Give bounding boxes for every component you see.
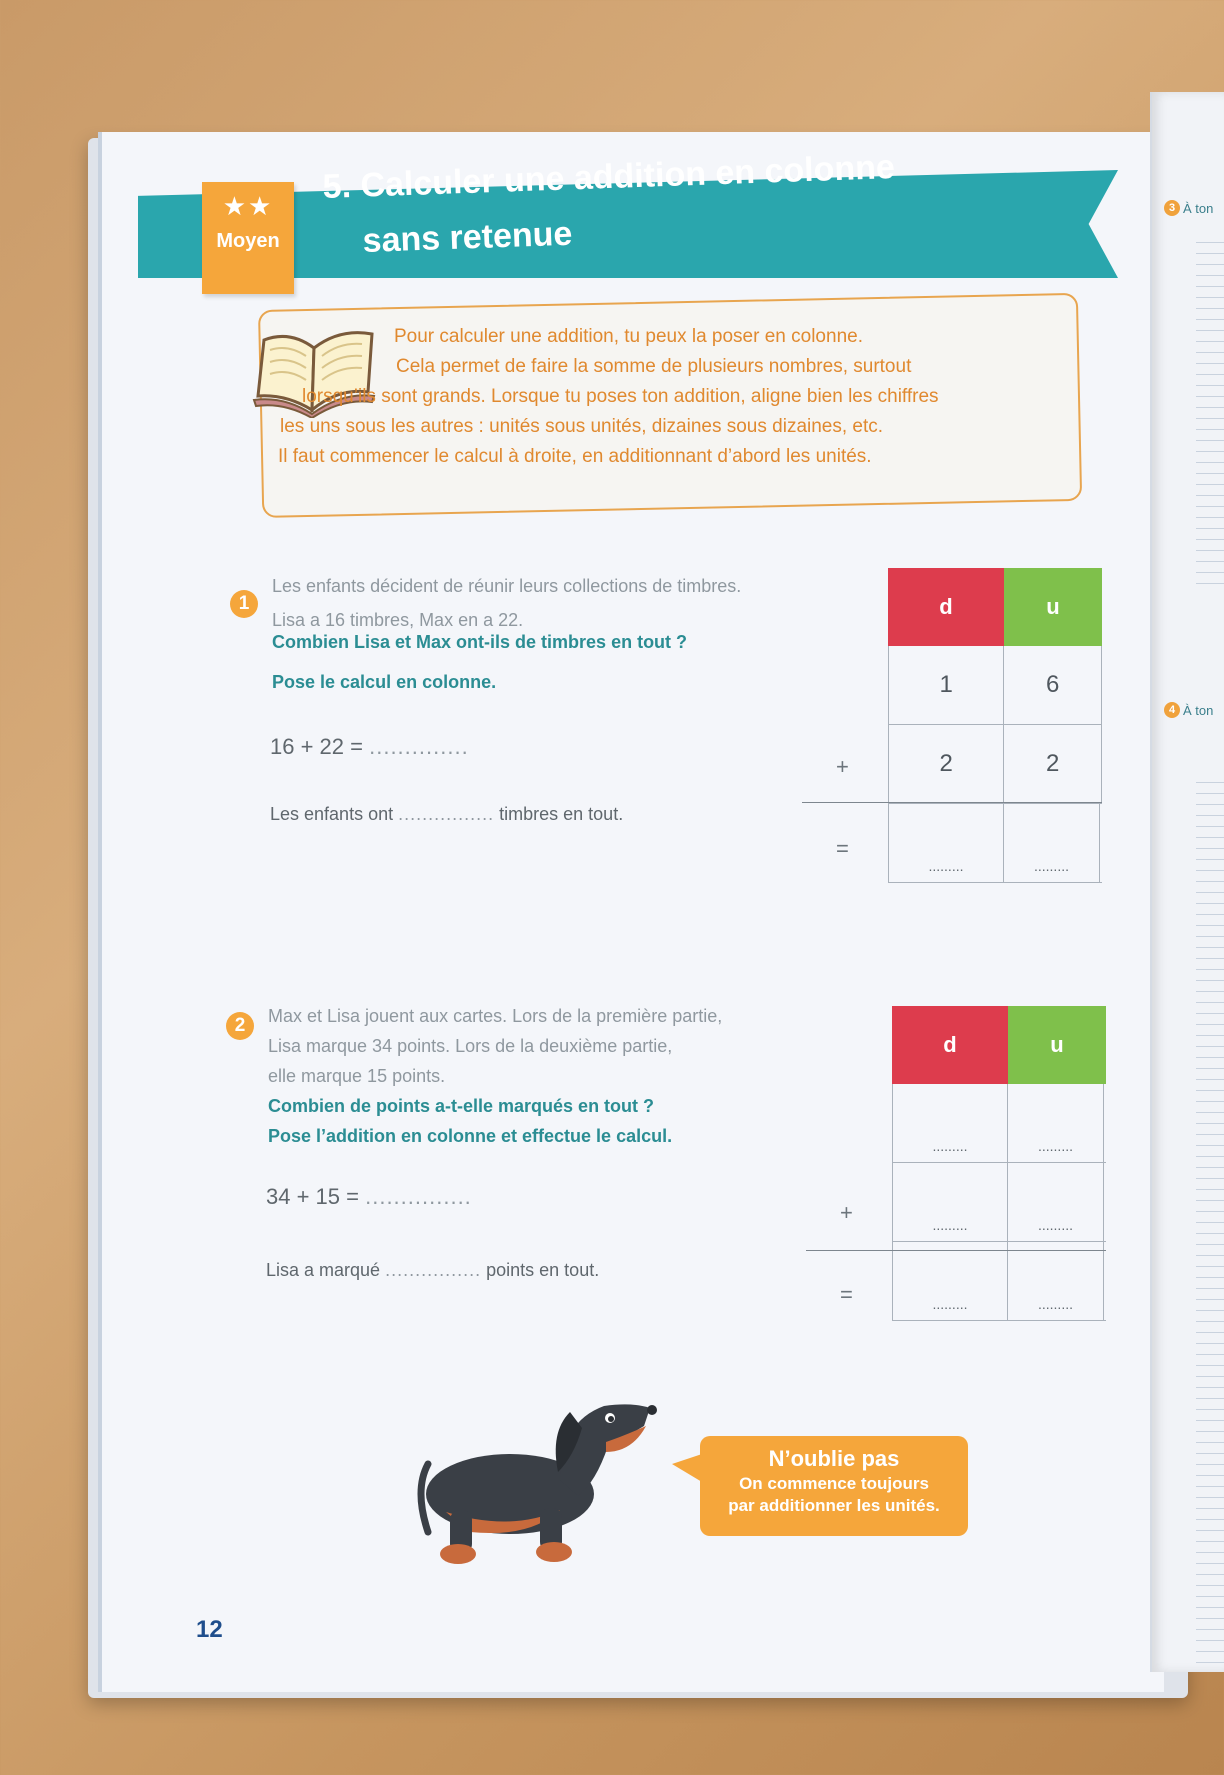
- tens-answer-cell[interactable]: .........: [892, 1163, 1007, 1241]
- exercise-1-equation-text: 16 + 22 =: [270, 734, 363, 759]
- right-page-label-3: À ton: [1183, 200, 1214, 216]
- exercise-2-text-3: elle marque 15 points.: [268, 1066, 446, 1086]
- exercise-1-equation-blank[interactable]: ..............: [369, 734, 469, 759]
- exercise-1-equation: [270, 734, 469, 760]
- page-number: 12: [196, 1616, 223, 1643]
- tens-header: d: [892, 1006, 1008, 1084]
- table-row: [888, 725, 1102, 804]
- page-title-line1: 5. Calculer une addition en colonne: [322, 148, 896, 206]
- equals-sign: =: [840, 1282, 853, 1307]
- dachshund-illustration: [410, 1382, 660, 1572]
- reminder-line-2: par additionner les unités.: [728, 1496, 940, 1515]
- plus-sign: +: [836, 754, 849, 779]
- tens-cell: 2: [888, 725, 1003, 803]
- level-badge: [202, 182, 294, 294]
- exercise-2-equation-text: 34 + 15 =: [266, 1184, 359, 1209]
- tens-cell: 1: [888, 646, 1003, 724]
- exercise-2-equation: [266, 1184, 472, 1210]
- exercise-1-answer-blank[interactable]: ................: [398, 804, 495, 824]
- exercise-1-number: 1: [230, 590, 258, 618]
- rule-line-5: Il faut commencer le calcul à droite, en additionnant d’abord les unités.: [278, 446, 872, 467]
- exercise-2-number: 2: [226, 1012, 254, 1040]
- reminder-bubble: [700, 1436, 968, 1536]
- exercise-2-answer-blank[interactable]: ................: [385, 1260, 482, 1280]
- table-row: [892, 1163, 1106, 1242]
- units-header: u: [1008, 1006, 1106, 1084]
- exercise-1-text-2: Lisa a 16 timbres, Max en a 22.: [272, 610, 524, 630]
- exercise-1-answer-prefix: Les enfants ont: [270, 804, 394, 824]
- reminder-title: N’oublie pas: [768, 1446, 900, 1471]
- table-header-row: [888, 568, 1102, 646]
- exercise-2-answer-suffix: points en tout.: [486, 1260, 600, 1280]
- plus-sign: +: [840, 1200, 853, 1225]
- tens-header: d: [888, 568, 1004, 646]
- right-page-lines-2: [1196, 772, 1224, 1672]
- right-page: [1150, 92, 1224, 1672]
- rule-line-1: Pour calculer une addition, tu peux la poser en colonne.: [394, 326, 863, 347]
- table-row: [892, 1084, 1106, 1163]
- exercise-1-question-1: Combien Lisa et Max ont-ils de timbres en tout ?: [272, 632, 688, 652]
- table-row: [888, 804, 1102, 883]
- units-cell: 6: [1003, 646, 1102, 724]
- tens-answer-cell[interactable]: .........: [892, 1084, 1007, 1162]
- star-icon: ★★: [222, 192, 274, 222]
- equals-sign: =: [836, 836, 849, 861]
- page-title-line2: sans retenue: [362, 214, 573, 260]
- sum-line: [802, 802, 1102, 803]
- tens-answer-cell[interactable]: .........: [892, 1242, 1007, 1320]
- exercise-1-place-value-table: [888, 568, 1102, 883]
- right-page-tag-3: [1164, 200, 1213, 216]
- right-page-number-3: 3: [1164, 200, 1180, 216]
- units-answer-cell[interactable]: .........: [1003, 804, 1100, 882]
- right-page-number-4: 4: [1164, 702, 1180, 718]
- units-answer-cell[interactable]: .........: [1007, 1242, 1104, 1320]
- units-answer-cell[interactable]: .........: [1007, 1163, 1104, 1241]
- units-header: u: [1004, 568, 1102, 646]
- exercise-2-text-1: Max et Lisa jouent aux cartes. Lors de la première partie,: [268, 1006, 723, 1026]
- exercise-2-text-2: Lisa marque 34 points. Lors de la deuxième partie,: [268, 1036, 673, 1056]
- exercise-2-question-2: Pose l’addition en colonne et effectue le calcul.: [268, 1126, 673, 1146]
- rule-line-4: les uns sous les autres : unités sous unités, dizaines sous dizaines, etc.: [280, 416, 884, 437]
- exercise-2-answer-prefix: Lisa a marqué: [266, 1260, 381, 1280]
- table-row: [892, 1242, 1106, 1321]
- rule-line-3: lorsqu’ils sont grands. Lorsque tu poses ton addition, aligne bien les chiffres: [302, 386, 939, 407]
- right-page-label-4: À ton: [1183, 702, 1214, 718]
- exercise-2-place-value-table: [892, 1006, 1106, 1321]
- reminder-line-1: On commence toujours: [739, 1474, 929, 1493]
- exercise-1-text-1: Les enfants décident de réunir leurs collections de timbres.: [272, 576, 742, 596]
- sum-line: [806, 1250, 1106, 1251]
- exercise-2-equation-blank[interactable]: ...............: [365, 1184, 472, 1209]
- exercise-1-answer-suffix: timbres en tout.: [499, 804, 624, 824]
- exercise-1-question-2: Pose le calcul en colonne.: [272, 672, 497, 692]
- units-answer-cell[interactable]: .........: [1007, 1084, 1104, 1162]
- rule-line-2: Cela permet de faire la somme de plusieurs nombres, surtout: [396, 356, 912, 377]
- units-cell: 2: [1003, 725, 1102, 803]
- right-page-lines: [1196, 232, 1224, 592]
- table-row: [888, 646, 1102, 725]
- exercise-1-answer: [270, 804, 623, 825]
- table-header-row: [892, 1006, 1106, 1084]
- right-page-tag-4: [1164, 702, 1213, 718]
- exercise-2-answer: [266, 1260, 599, 1281]
- level-label: Moyen: [216, 230, 280, 252]
- exercise-2-question-1: Combien de points a-t-elle marqués en tout ?: [268, 1096, 655, 1116]
- tens-answer-cell[interactable]: .........: [888, 804, 1003, 882]
